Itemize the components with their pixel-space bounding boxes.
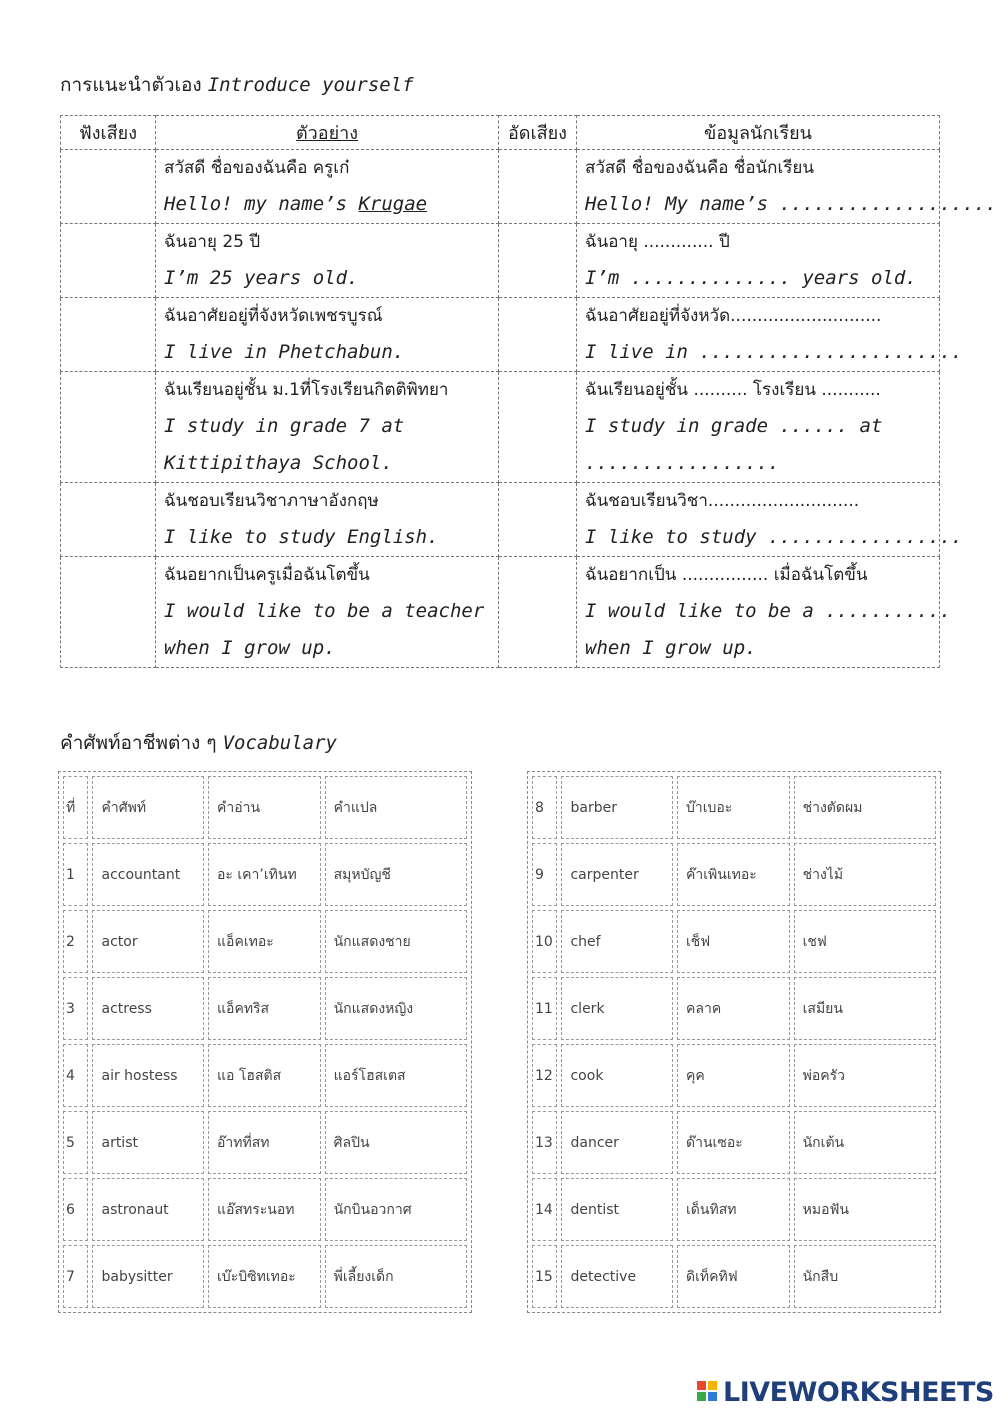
student-english[interactable]: I study in grade ...... at	[585, 415, 883, 437]
vocab-word: dentist	[561, 1178, 673, 1241]
vocab-reading: คุค	[677, 1044, 790, 1107]
vocab-num: 1	[63, 843, 88, 906]
vocab-row	[532, 1111, 936, 1174]
example-cell	[156, 557, 499, 668]
student-english[interactable]: when I grow up.	[585, 637, 757, 659]
example-english: I would like to be a teacher	[164, 600, 485, 622]
intro-row	[61, 372, 940, 483]
intro-row	[61, 298, 940, 372]
vocab-num: 7	[63, 1245, 88, 1308]
vocab-word: detective	[561, 1245, 673, 1308]
example-cell	[156, 483, 499, 557]
vocab-reading: เช็ฟ	[677, 910, 790, 973]
vocab-num: 8	[532, 776, 557, 839]
student-thai[interactable]: ฉันอยากเป็น ................ เมื่อฉันโตขึ้น	[585, 565, 868, 585]
vocab-meaning: นักแสดงหญิง	[325, 977, 467, 1040]
example-cell	[156, 372, 499, 483]
vocab-reading: บ๊าเบอะ	[677, 776, 790, 839]
student-cell	[577, 150, 997, 224]
vocab-reading: แอ๊สทระนอท	[208, 1178, 321, 1241]
record-cell[interactable]	[499, 298, 577, 372]
vocab-reading: แอ โฮสติส	[208, 1044, 321, 1107]
student-english[interactable]: I live in .......................	[585, 341, 963, 363]
record-cell[interactable]	[499, 224, 577, 298]
liveworksheets-logo	[697, 1376, 994, 1408]
vocab-heading-en: Vocabulary	[222, 732, 337, 754]
vocab-word: chef	[561, 910, 673, 973]
vocab-word: artist	[92, 1111, 204, 1174]
vocab-reading: ดิเท็คทิฟ	[677, 1245, 790, 1308]
vocab-num: 12	[532, 1044, 557, 1107]
student-english[interactable]: .................	[585, 452, 780, 474]
vocab-reading: แอ็คเทอะ	[208, 910, 321, 973]
logo-square-blue	[708, 1392, 717, 1401]
vocab-meaning: แอร์โฮสเตส	[325, 1044, 467, 1107]
example-thai: ฉันอาศัยอยู่ที่จังหวัดเพชรบูรณ์	[164, 306, 383, 326]
vocab-reading: คลาค	[677, 977, 790, 1040]
vocab-word: cook	[561, 1044, 673, 1107]
student-english[interactable]: I’m .............. years old.	[585, 267, 917, 289]
example-english: I’m 25 years old.	[164, 267, 359, 289]
vocab-meaning: ช่างไม้	[794, 843, 936, 906]
listen-cell[interactable]	[61, 224, 156, 298]
vocab-header-row	[63, 776, 467, 839]
header-record: อัดเสียง	[499, 116, 577, 150]
intro-row	[61, 557, 940, 668]
listen-cell[interactable]	[61, 150, 156, 224]
vocab-num: 9	[532, 843, 557, 906]
vocab-header-word: คำศัพท์	[92, 776, 204, 839]
vocab-num: 15	[532, 1245, 557, 1308]
vocab-row	[63, 910, 467, 973]
example-thai: ฉันชอบเรียนวิชาภาษาอังกฤษ	[164, 491, 379, 511]
vocab-row	[63, 1111, 467, 1174]
vocab-row	[532, 843, 936, 906]
vocab-meaning: หมอฟัน	[794, 1178, 936, 1241]
logo-square-green	[697, 1392, 706, 1401]
intro-heading-th: การแนะนำตัวเอง	[60, 74, 202, 96]
header-example: ตัวอย่าง	[156, 116, 499, 150]
vocab-reading: แอ็คทริส	[208, 977, 321, 1040]
vocab-row	[63, 1178, 467, 1241]
vocab-num: 10	[532, 910, 557, 973]
example-thai: สวัสดี ชื่อของฉันคือ ครูเก๋	[164, 158, 350, 178]
vocab-reading: เด็นทิสท	[677, 1178, 790, 1241]
logo-mark-icon	[697, 1381, 719, 1403]
record-cell[interactable]	[499, 483, 577, 557]
vocab-row	[532, 1178, 936, 1241]
vocab-table-left	[58, 771, 472, 1313]
logo-text: LIVEWORKSHEETS	[723, 1376, 994, 1408]
vocab-num: 4	[63, 1044, 88, 1107]
vocab-row	[532, 1044, 936, 1107]
listen-cell[interactable]	[61, 372, 156, 483]
logo-square-red	[697, 1381, 706, 1390]
vocab-meaning: นักบินอวกาศ	[325, 1178, 467, 1241]
record-cell[interactable]	[499, 372, 577, 483]
vocab-row	[63, 1245, 467, 1308]
student-english[interactable]: I would like to be a ...........	[585, 600, 952, 622]
vocab-word: air hostess	[92, 1044, 204, 1107]
vocab-word: astronaut	[92, 1178, 204, 1241]
header-student-info: ข้อมูลนักเรียน	[577, 116, 940, 150]
example-thai: ฉันอยากเป็นครูเมื่อฉันโตขึ้น	[164, 565, 370, 585]
student-cell	[577, 557, 952, 668]
student-cell	[577, 483, 963, 557]
vocab-word: actress	[92, 977, 204, 1040]
example-english: when I grow up.	[164, 637, 336, 659]
student-english[interactable]: I like to study .................	[585, 526, 963, 548]
header-listen: ฟังเสียง	[61, 116, 156, 150]
vocab-row	[63, 977, 467, 1040]
student-thai[interactable]: สวัสดี ชื่อของฉันคือ ชื่อนักเรียน	[585, 158, 814, 178]
vocab-header-num: ที่	[63, 776, 88, 839]
logo-square-yellow	[708, 1381, 717, 1390]
vocab-num: 2	[63, 910, 88, 973]
vocab-meaning: พ่อครัว	[794, 1044, 936, 1107]
vocab-meaning: เชฟ	[794, 910, 936, 973]
vocab-word: barber	[561, 776, 673, 839]
vocab-word: dancer	[561, 1111, 673, 1174]
example-english: I like to study English.	[164, 526, 439, 548]
vocab-word: babysitter	[92, 1245, 204, 1308]
student-thai[interactable]: ฉันอายุ ............. ปี	[585, 232, 730, 252]
example-thai: ฉันเรียนอยู่ชั้น ม.1ที่โรงเรียนกิตติพิทยา	[164, 380, 449, 400]
intro-table	[60, 115, 997, 668]
vocab-meaning: สมุหบัญชี	[325, 843, 467, 906]
vocab-num: 3	[63, 977, 88, 1040]
vocab-meaning: นักเต้น	[794, 1111, 936, 1174]
listen-cell[interactable]	[61, 557, 156, 668]
vocab-meaning: เสมียน	[794, 977, 936, 1040]
vocab-word: clerk	[561, 977, 673, 1040]
vocab-header-meaning: คำแปล	[325, 776, 467, 839]
intro-heading-en: Introduce yourself	[207, 74, 414, 96]
vocab-row	[532, 776, 936, 839]
vocab-num: 13	[532, 1111, 557, 1174]
example-cell	[156, 150, 499, 224]
vocab-word: carpenter	[561, 843, 673, 906]
vocab-reading: ด๊านเซอะ	[677, 1111, 790, 1174]
vocab-num: 6	[63, 1178, 88, 1241]
example-name-underlined: Krugae	[358, 193, 428, 215]
listen-cell[interactable]	[61, 298, 156, 372]
record-cell[interactable]	[499, 557, 577, 668]
vocab-word: actor	[92, 910, 204, 973]
example-english: I live in Phetchabun.	[164, 341, 405, 363]
example-english: Kittipithaya School.	[164, 452, 393, 474]
vocab-heading-th: คำศัพท์อาชีพต่าง ๆ	[60, 732, 217, 754]
vocab-num: 5	[63, 1111, 88, 1174]
vocab-meaning: นักสืบ	[794, 1245, 936, 1308]
example-english: I study in grade 7 at	[164, 415, 405, 437]
vocab-row	[63, 1044, 467, 1107]
vocab-reading: เบ๊ะบิซิทเทอะ	[208, 1245, 321, 1308]
vocab-meaning: ช่างตัดผม	[794, 776, 936, 839]
vocab-table-right	[527, 771, 941, 1313]
vocab-word: accountant	[92, 843, 204, 906]
listen-cell[interactable]	[61, 483, 156, 557]
vocab-reading: อะ เคา’เทินท	[208, 843, 321, 906]
vocab-num: 11	[532, 977, 557, 1040]
student-thai[interactable]: ฉันเรียนอยู่ชั้น .......... โรงเรียน ...........	[585, 380, 881, 400]
example-cell	[156, 298, 499, 372]
student-thai[interactable]: ฉันชอบเรียนวิชา............................	[585, 491, 860, 511]
intro-row	[61, 483, 940, 557]
intro-row	[61, 224, 940, 298]
student-cell	[577, 372, 940, 483]
student-thai[interactable]: ฉันอาศัยอยู่ที่จังหวัด............................	[585, 306, 882, 326]
vocab-meaning: พี่เลี้ยงเด็ก	[325, 1245, 467, 1308]
vocab-row	[532, 977, 936, 1040]
student-cell	[577, 298, 963, 372]
vocab-num: 14	[532, 1178, 557, 1241]
example-cell	[156, 224, 499, 298]
vocab-meaning: นักแสดงชาย	[325, 910, 467, 973]
vocab-header-reading: คำอ่าน	[208, 776, 321, 839]
vocab-reading: อ๊าทที่สท	[208, 1111, 321, 1174]
vocab-row	[532, 910, 936, 973]
vocab-row	[63, 843, 467, 906]
vocab-reading: ค๊าเพินเทอะ	[677, 843, 790, 906]
record-cell[interactable]	[499, 150, 577, 224]
student-cell	[577, 224, 940, 298]
vocab-meaning: ศิลปิน	[325, 1111, 467, 1174]
intro-row	[61, 150, 940, 224]
vocab-heading	[60, 728, 337, 758]
student-english[interactable]: Hello! My name’s ...................	[585, 193, 997, 215]
example-thai: ฉันอายุ 25 ปี	[164, 232, 261, 252]
intro-heading	[60, 70, 414, 100]
example-english: Hello! my name’s Krugae	[164, 193, 428, 215]
vocab-row	[532, 1245, 936, 1308]
intro-header-row	[61, 116, 940, 150]
